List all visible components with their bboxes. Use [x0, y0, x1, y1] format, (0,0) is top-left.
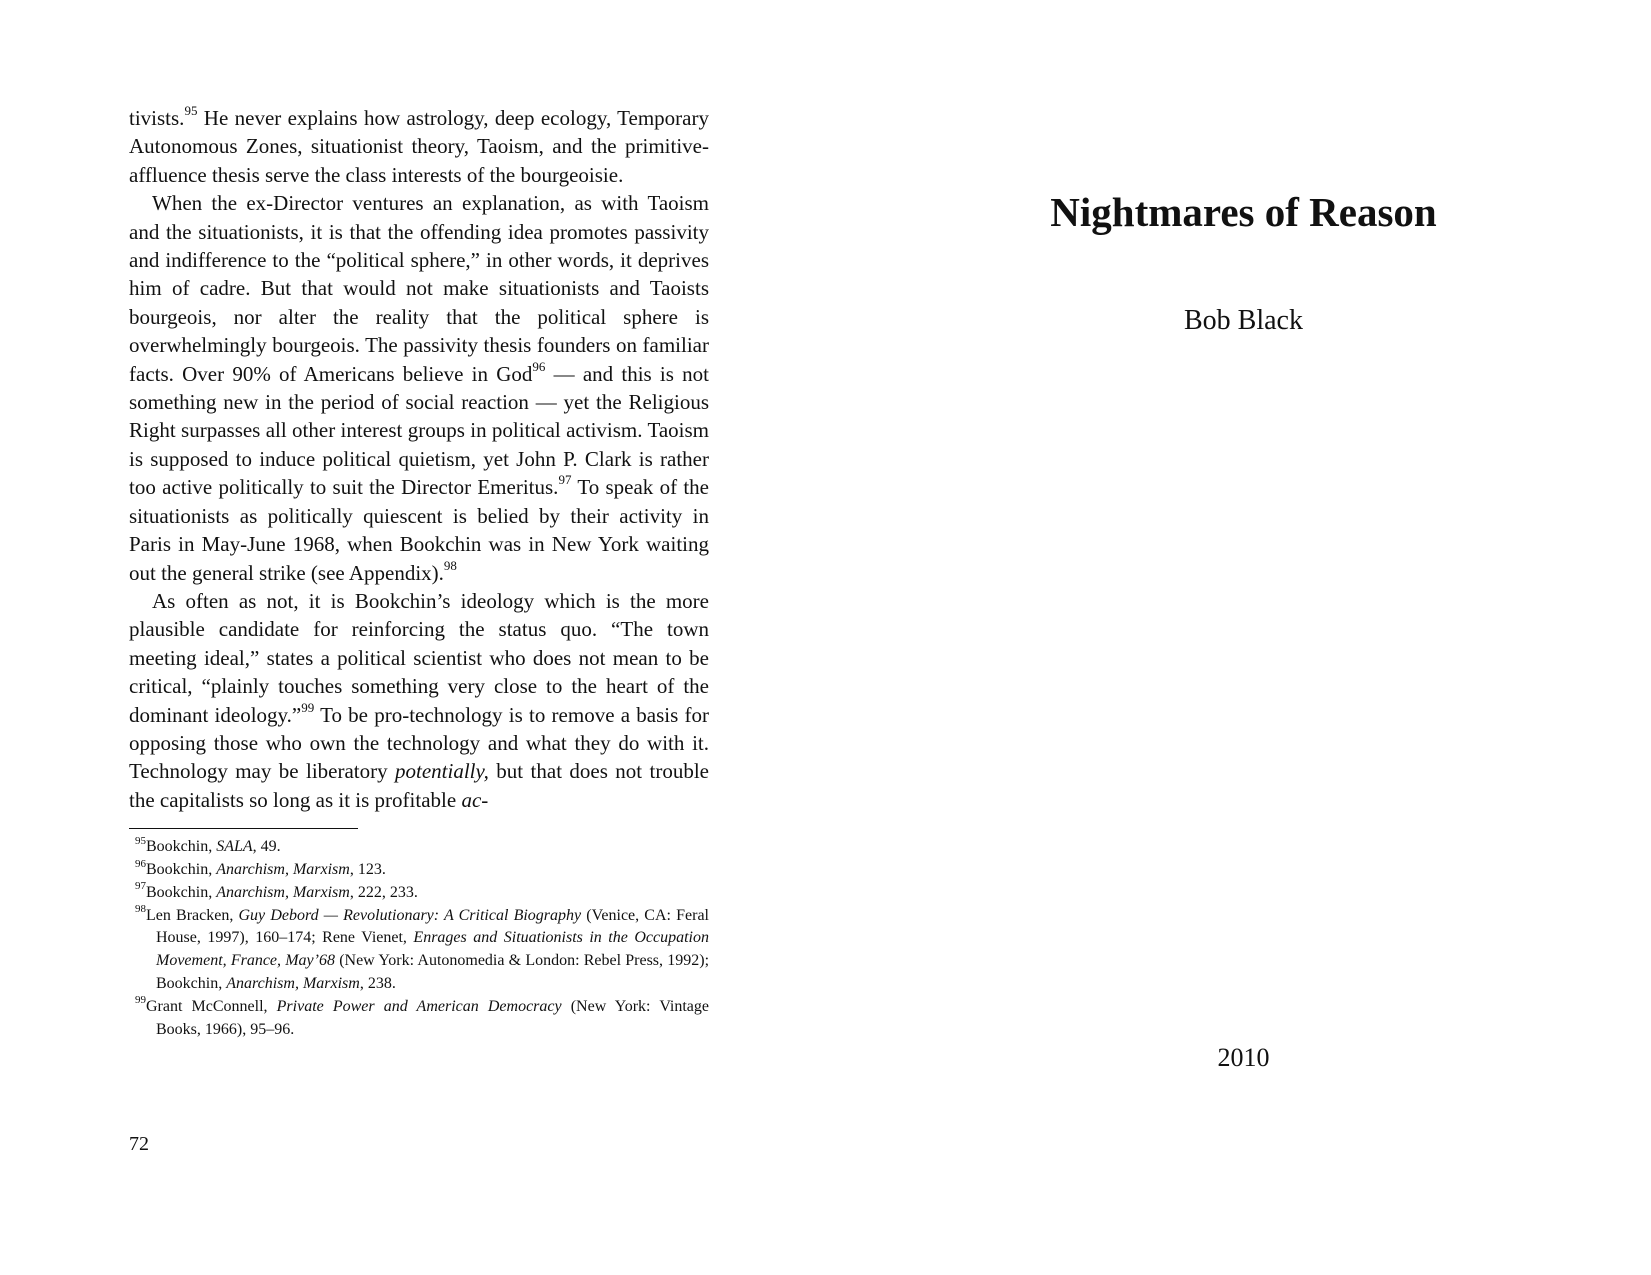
footnote-ref-97[interactable]: 97 — [558, 472, 572, 488]
footnotes — [129, 836, 709, 1041]
footnote-96: $^{96}$Bookchin, Anarchism, Marxism, 123. — [135, 857, 386, 878]
book-author: Bob Black — [1184, 305, 1303, 336]
footnote-divider — [129, 828, 358, 829]
paragraph-2: When the ex-Director ventures an explanation, as with Taoism and the situationists, it is that the offending idea promotes passivity and indifference to the “political sphere,” in other words, it deprives him of cadre. But that would not make situationists and Taoists bourgeois, nor alter the reality that the political sphere is overwhelmingly bourgeois. The passivity thesis founders on familiar facts. Over 90% of Americans believe in God$^{96}$ — and this is not something new in the period of social reaction — yet the Religious Right surpasses all other interest groups in political activism. Taoism is supposed to induce political quietism, yet John P. Clark is rather too active politically to suit the Director Emeritus.$^{97}$ To speak of the situationists as politically quiescent is belied by their activity in Paris in May-June 1968, when Bookchin was in New York waiting out the general strike (see Appendix).$^{98}$ — [129, 191, 709, 585]
page-number: 72 — [129, 1133, 149, 1155]
paragraph-3: As often as not, it is Bookchin’s ideology which is the more plausible candidate for reinforcing the status quo. “The town meeting ideal,” states a political scientist who does not mean to be critical, “plainly touches something very close to the heart of the dominant ideology.”$^{99}$ To be pro-technology is to remove a basis for opposing those who own the technology and what they do with it. Technology may be liberatory potentially, but that does not trouble the capitalists so long as it is profitable ac- — [129, 588, 710, 812]
footnote-ref-99[interactable]: 99 — [301, 699, 315, 715]
footnote-ref-95[interactable]: 95 — [184, 103, 198, 118]
right-page — [875, 0, 1612, 1275]
left-page — [129, 104, 709, 1041]
footnote-ref-98[interactable]: 98 — [443, 557, 457, 573]
publication-year: 2010 — [1217, 1043, 1270, 1072]
book-title: Nightmares of Reason — [1050, 189, 1437, 235]
footnote-95: $^{95}$Bookchin, SALA, 49. — [135, 834, 281, 856]
paragraph-1: tivists.$^{95}$ He never explains how astrology, deep ecology, Temporary Autonomous Zones, situationist theory, Taoism, and the primitive-affluence thesis serve the class interests of the bourgeoisie. — [129, 103, 709, 187]
body-text — [129, 104, 709, 814]
footnote-99: $^{99}$Grant McConnell, Private Power and American Democracy (New York: Vintage Books, 1966), 95–96. — [135, 994, 710, 1038]
footnote-ref-96[interactable]: 96 — [532, 358, 546, 374]
footnote-98: $^{98}$Len Bracken, Guy Debord — Revolutionary: A Critical Biography (Venice, CA: Feral House, 1997), 160–174; Rene Vienet, Enrages and Situationists in the Occupation Movement, France, May’68 (New York: Autonomedia & London: Rebel Press, 1992); Bookchin, Anarchism, Marxism, 238. — [135, 903, 710, 992]
footnote-97: $^{97}$Bookchin, Anarchism, Marxism, 222, 233. — [135, 880, 418, 901]
